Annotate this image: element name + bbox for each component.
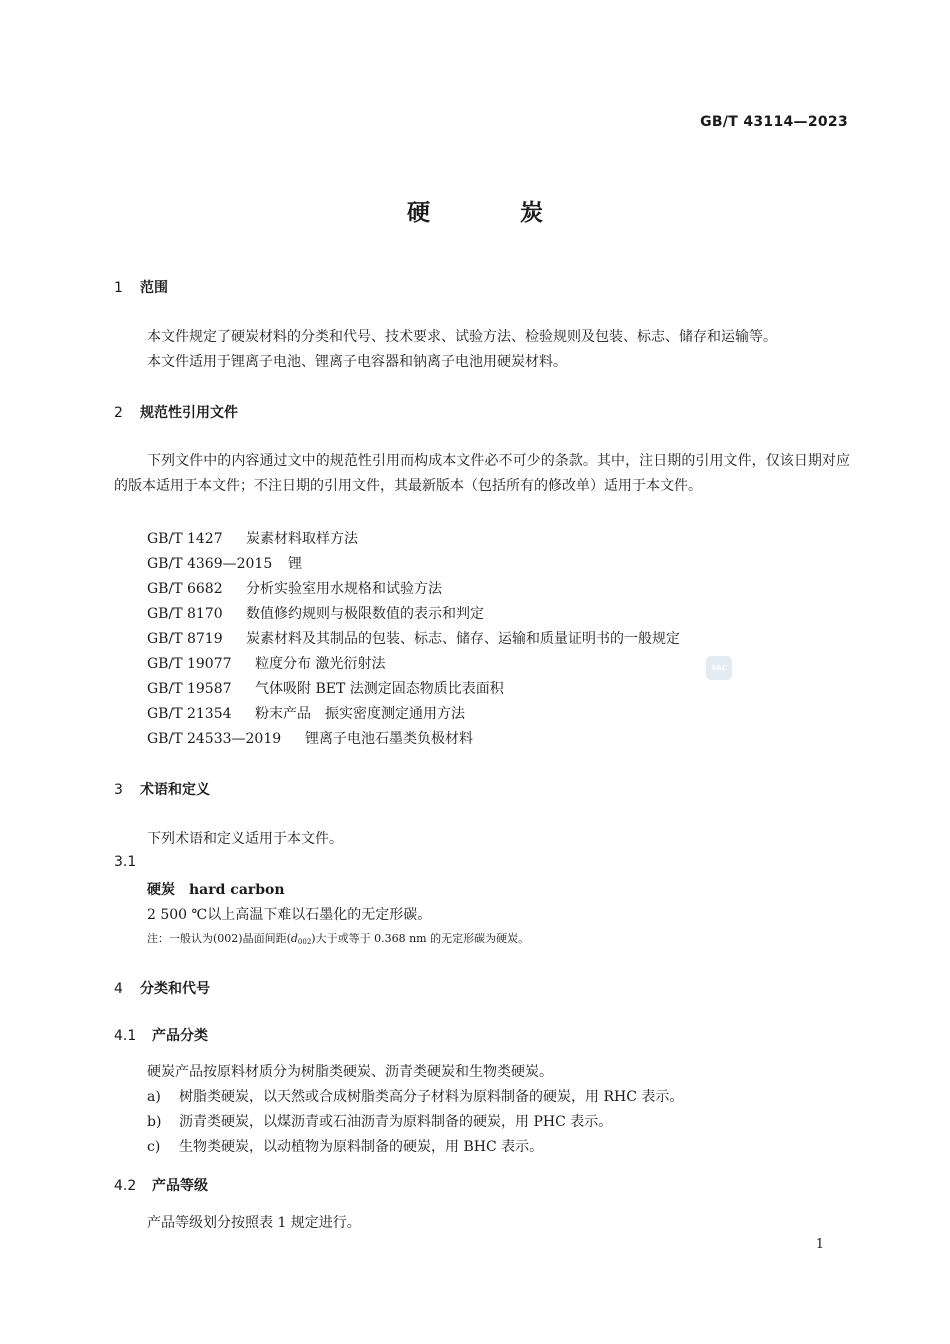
reference-code: GB/T 6682 [147,581,223,597]
reference-item [147,678,504,698]
reference-code: GB/T 21354 [147,706,232,722]
subsection-4-1-intro: 硬炭产品按原料材质分为树脂类硬炭、沥青类硬炭和生物类硬炭。 [147,1064,553,1080]
standard-number: GB/T 43114—2023 [700,114,848,130]
list-item [147,1136,543,1156]
section-3-heading [114,779,210,799]
reference-code: GB/T 4369—2015 [147,556,273,572]
note-subscript: 002 [297,938,312,946]
subsection-4-1-title: 产品分类 [152,1028,208,1044]
subsection-4-1-heading [114,1025,208,1045]
section-3-number: 3 [114,782,123,798]
reference-code: GB/T 8170 [147,606,223,622]
reference-title: 锂离子电池石墨类负极材料 [305,731,473,747]
section-1-paragraph-2: 本文件适用于锂离子电池、锂离子电容器和钠离子电池用硬炭材料。 [147,354,567,370]
term-number: 3.1 [114,854,137,870]
reference-title: 炭素材料及其制品的包装、标志、储存、运输和质量证明书的一般规定 [246,631,680,647]
section-3-title: 术语和定义 [140,782,210,798]
reference-title: 气体吸附 BET 法测定固态物质比表面积 [255,681,504,697]
list-marker: a) [147,1089,161,1105]
section-1-number: 1 [114,280,123,296]
subsection-4-2-heading [114,1175,208,1195]
section-4-title: 分类和代号 [140,981,210,997]
term-entry [147,879,285,899]
list-item [147,1086,683,1106]
note-symbol: d [290,932,298,945]
page-number: 1 [815,1237,824,1252]
reference-item [147,728,473,748]
reference-item [147,653,385,673]
reference-code: GB/T 8719 [147,631,223,647]
term-chinese: 硬炭 [147,882,175,898]
reference-item [147,578,442,598]
subsection-4-2-number: 4.2 [114,1178,137,1194]
term-definition: 2 500 ℃以上高温下难以石墨化的无定形碳。 [147,907,432,923]
section-2-number: 2 [114,405,123,421]
subsection-4-2-title: 产品等级 [152,1178,208,1194]
reference-item [147,528,358,548]
term-note [147,930,529,946]
reference-title: 炭素材料取样方法 [246,531,358,547]
section-2-heading [114,402,238,422]
list-text: 沥青类硬炭，以煤沥青或石油沥青为原料制备的硬炭，用 PHC 表示。 [179,1114,613,1130]
reference-title: 分析实验室用水规格和试验方法 [246,581,442,597]
note-prefix: 注：一般认为(002)晶面间距( [147,932,291,945]
list-marker: c) [147,1139,161,1155]
title-char-1: 硬 [407,200,430,226]
reference-item [147,603,484,623]
reference-code: GB/T 19587 [147,681,232,697]
subsection-4-1-number: 4.1 [114,1028,137,1044]
reference-title: 粒度分布 激光衍射法 [255,656,386,672]
subsection-4-2-text: 产品等级划分按照表 1 规定进行。 [147,1215,361,1231]
reference-code: GB/T 1427 [147,531,223,547]
reference-title: 锂 [288,556,302,572]
note-suffix: )大于或等于 0.368 nm 的无定形碳为硬炭。 [311,932,530,945]
reference-title: 粉末产品 振实密度测定通用方法 [255,706,465,722]
section-4-heading [114,978,210,998]
reference-code: GB/T 19077 [147,656,232,672]
section-3-intro: 下列术语和定义适用于本文件。 [147,831,343,847]
list-text: 树脂类硬炭，以天然或合成树脂类高分子材料为原料制备的硬炭，用 RHC 表示。 [179,1089,684,1105]
section-1-heading [114,277,168,297]
list-marker: b) [147,1114,162,1130]
section-4-number: 4 [114,981,123,997]
title-char-2: 炭 [520,200,543,226]
section-2-intro: 下列文件中的内容通过文中的规范性引用而构成本文件必不可少的条款。其中，注日期的引用文件，仅该日期对应的版本适用于本文件；不注日期的引用文件，其最新版本（包括所有的修改单）适用于本文件。 [114,453,850,494]
reference-item [147,553,302,573]
reference-code: GB/T 24533—2019 [147,731,282,747]
section-1-title: 范围 [140,280,168,296]
watermark-logo: SAC [706,656,732,680]
reference-item [147,628,680,648]
section-1-paragraph-1: 本文件规定了硬炭材料的分类和代号、技术要求、试验方法、检验规则及包装、标志、储存和运输等。 [147,329,777,345]
term-english: hard carbon [189,882,285,898]
list-text: 生物类硬炭，以动植物为原料制备的硬炭，用 BHC 表示。 [179,1139,544,1155]
reference-title: 数值修约规则与极限数值的表示和判定 [246,606,484,622]
reference-item [147,703,465,723]
list-item [147,1111,612,1131]
document-title [0,194,950,227]
section-2-title: 规范性引用文件 [140,405,238,421]
